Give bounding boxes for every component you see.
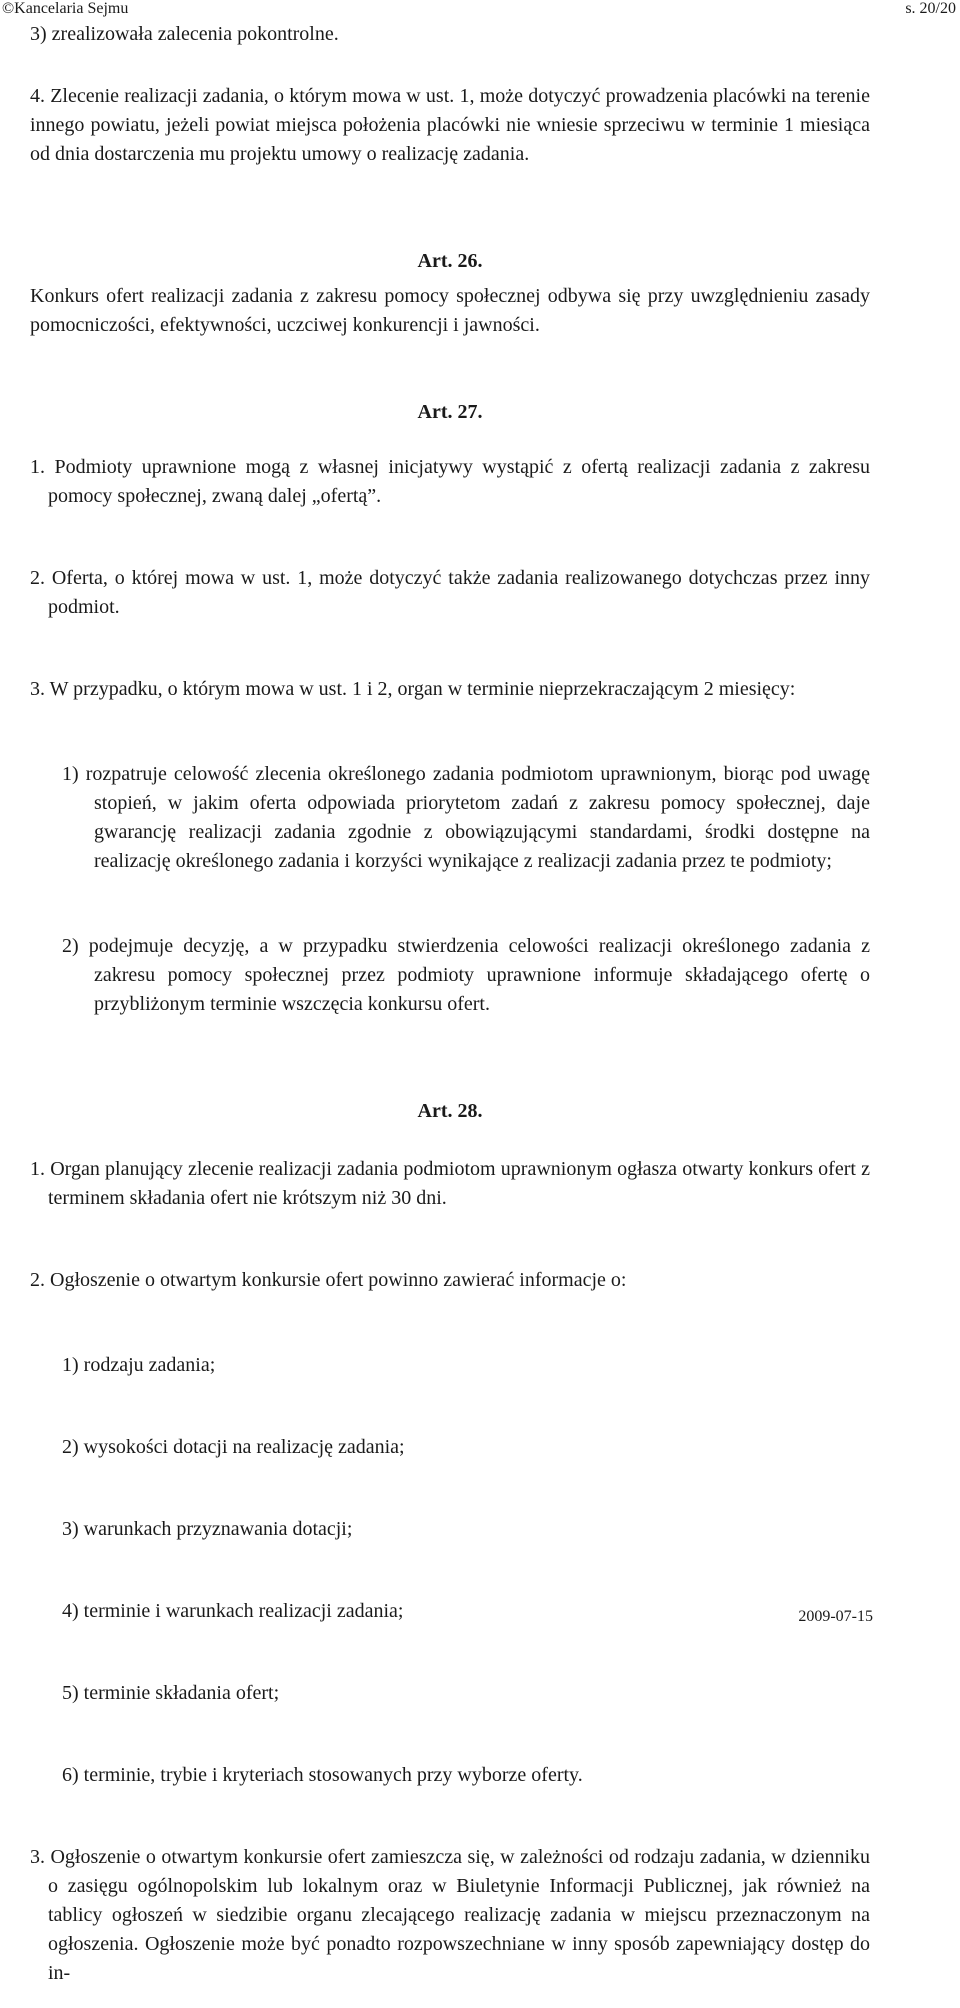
article-28-ust-2-pkt-5: 5) terminie składania ofert;: [62, 1682, 280, 1704]
article-28-ust-3: 3. Ogłoszenie o otwartym konkursie ofert zamieszcza się, w zależności od rodzaju zadania, w dzienniku o zasięgu ogólnopolskim lub lokalnym oraz w Biuletynie Informacji Publicznej, jak również na tablicy ogłoszeń w siedzibie organu zlecającego realizację zadania w miejscu przeznaczonym na ogłoszenia. Ogłoszenie może być ponadto rozpowszechniane w inny sposób zapewniający dostęp do in-: [30, 1846, 870, 1984]
article-27-title: Art. 27.: [417, 401, 483, 423]
article-27-ust-2: 2. Oferta, o której mowa w ust. 1, może dotyczyć także zadania realizowanego dotychczas przez inny podmiot.: [30, 567, 870, 618]
paragraph-ust-4: 4. Zlecenie realizacji zadania, o którym mowa w ust. 1, może dotyczyć prowadzenia placówki na terenie innego powiatu, jeżeli powiat miejsca położenia placówki nie wniesie sprzeciwu w terminie 1 miesiąca od dnia dostarczenia mu projektu umowy o realizację zadania.: [30, 85, 870, 165]
paragraph-item-3: 3) zrealizowała zalecenia pokontrolne.: [30, 23, 339, 45]
footer-date: 2009-07-15: [798, 1608, 873, 1625]
article-28-title: Art. 28.: [417, 1100, 483, 1122]
header-publisher: ©Kancelaria Sejmu: [2, 0, 129, 17]
article-28-ust-2-pkt-6: 6) terminie, trybie i kryteriach stosowanych przy wyborze oferty.: [62, 1764, 583, 1786]
article-28-ust-2-pkt-2: 2) wysokości dotacji na realizację zadania;: [62, 1436, 405, 1458]
article-27-ust-3-pkt-1: 1) rozpatruje celowość zlecenia określonego zadania podmiotom uprawnionym, biorąc pod uwagę stopień, w jakim oferta odpowiada priorytetom zadań z zakresu pomocy społecznej, daje gwarancję realizacji zadania zgodnie z obowiązującymi standardami, środki dostępne na realizację określonego zadania i korzyści wynikające z realizacji zadania przez te podmioty;: [62, 763, 870, 872]
article-28-ust-2: 2. Ogłoszenie o otwartym konkursie ofert powinno zawierać informacje o:: [30, 1269, 627, 1291]
document-body: [30, 20, 870, 2008]
article-26-text: Konkurs ofert realizacji zadania z zakresu pomocy społecznej odbywa się przy uwzględnieniu zasady pomocniczości, efektywności, uczciwej konkurencji i jawności.: [30, 285, 870, 336]
article-28-ust-1: 1. Organ planujący zlecenie realizacji zadania podmiotom uprawnionym ogłasza otwarty konkurs ofert z terminem składania ofert nie krótszym niż 30 dni.: [30, 1158, 870, 1209]
article-28-ust-2-pkt-4: 4) terminie i warunkach realizacji zadania;: [62, 1600, 404, 1622]
article-26-title: Art. 26.: [417, 250, 483, 272]
article-27-ust-3: 3. W przypadku, o którym mowa w ust. 1 i 2, organ w terminie nieprzekraczającym 2 miesięcy:: [30, 678, 796, 700]
header-page-number: s. 20/20: [905, 0, 956, 17]
article-27-ust-3-pkt-2: 2) podejmuje decyzję, a w przypadku stwierdzenia celowości realizacji określonego zadania z zakresu pomocy społecznej przez podmioty uprawnione informuje składającego ofertę o przybliżonym terminie wszczęcia konkursu ofert.: [62, 935, 870, 1015]
article-28-ust-2-pkt-3: 3) warunkach przyznawania dotacji;: [62, 1518, 353, 1540]
article-27-ust-1: 1. Podmioty uprawnione mogą z własnej inicjatywy wystąpić z ofertą realizacji zadania z zakresu pomocy społecznej, zwaną dalej „ofertą”.: [30, 456, 870, 507]
article-28-ust-2-pkt-1: 1) rodzaju zadania;: [62, 1354, 216, 1376]
